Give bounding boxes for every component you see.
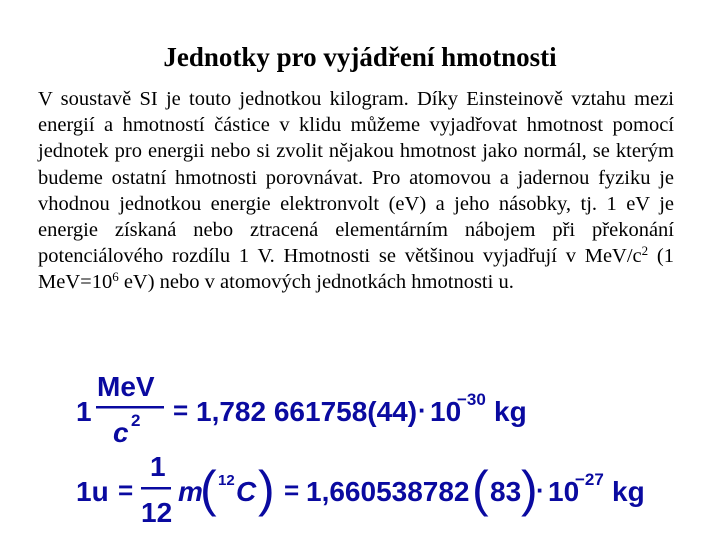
formula2-value: 1,660538782 bbox=[306, 476, 470, 507]
formula2-uncertainty: 83 bbox=[490, 476, 522, 507]
formula2-power-exp: −27 bbox=[575, 470, 604, 489]
formula2-unc-open-paren: ( bbox=[472, 461, 489, 517]
formula2-dot: · bbox=[536, 475, 545, 505]
formula1-value: 1,782 661758(44) bbox=[196, 396, 418, 427]
formula1-power-exp: −30 bbox=[457, 390, 486, 409]
formula1-numerator: MeV bbox=[97, 371, 155, 402]
superscript-2: 2 bbox=[641, 243, 649, 259]
formula1-one: 1 bbox=[76, 396, 92, 427]
page-title: Jednotky pro vyjádření hmotnosti bbox=[163, 42, 557, 72]
formula1-unit: kg bbox=[494, 396, 527, 427]
formula1-fraction-bar bbox=[96, 406, 164, 409]
formula2-lhs: 1u bbox=[76, 476, 109, 507]
paragraph-text-2: (1 MeV=10 bbox=[38, 245, 674, 294]
formula2-frac-den: 12 bbox=[141, 497, 173, 528]
formula1-equals: = bbox=[173, 395, 189, 425]
formula1-power-base: 10 bbox=[430, 396, 462, 427]
formula2-unc-close-paren: ) bbox=[521, 461, 538, 517]
formula1-denominator-exp: 2 bbox=[131, 411, 141, 430]
formula2-element: C bbox=[236, 476, 257, 507]
formula2-close-paren: ) bbox=[258, 461, 275, 517]
paragraph-text-3: eV) nebo v atomových jednotkách hmotnosti u. bbox=[118, 271, 514, 294]
formula2-frac-num: 1 bbox=[150, 451, 166, 482]
formula1-dot: · bbox=[418, 395, 427, 425]
formula2-iso-mass: 12 bbox=[218, 472, 235, 489]
formula2-fraction-bar bbox=[141, 487, 171, 490]
formula2-open-paren: ( bbox=[200, 461, 217, 517]
formula2-power-base: 10 bbox=[548, 476, 580, 507]
formula1-denominator: c bbox=[113, 417, 129, 448]
paragraph-text-1: V soustavě SI je touto jednotkou kilogram. Díky Einsteinově vztahu mezi energií a hmotností částice v klidu můžeme vyjadřovat hmotnost pomocí jednotek pro energii nebo si zvolit nějakou hmotnost jako normál, se kterým budeme ostatní hmotnosti porovnávat. Pro atomovou a jadernou fyziku je vhodnou jednotkou energie elektronvolt (eV) a jeho násobky, tj. 1 eV je energie získaná nebo ztracená elementárním nábojem při překonání potenciálového rozdílu 1 V. Hmotnosti se většinou vyjadřují v MeV/c bbox=[38, 88, 674, 268]
formula2-equals1: = bbox=[118, 475, 134, 505]
formula2-unit: kg bbox=[612, 476, 645, 507]
formula2-equals2: = bbox=[284, 475, 300, 505]
superscript-6: 6 bbox=[112, 269, 119, 285]
formula2-m: m bbox=[178, 476, 203, 507]
